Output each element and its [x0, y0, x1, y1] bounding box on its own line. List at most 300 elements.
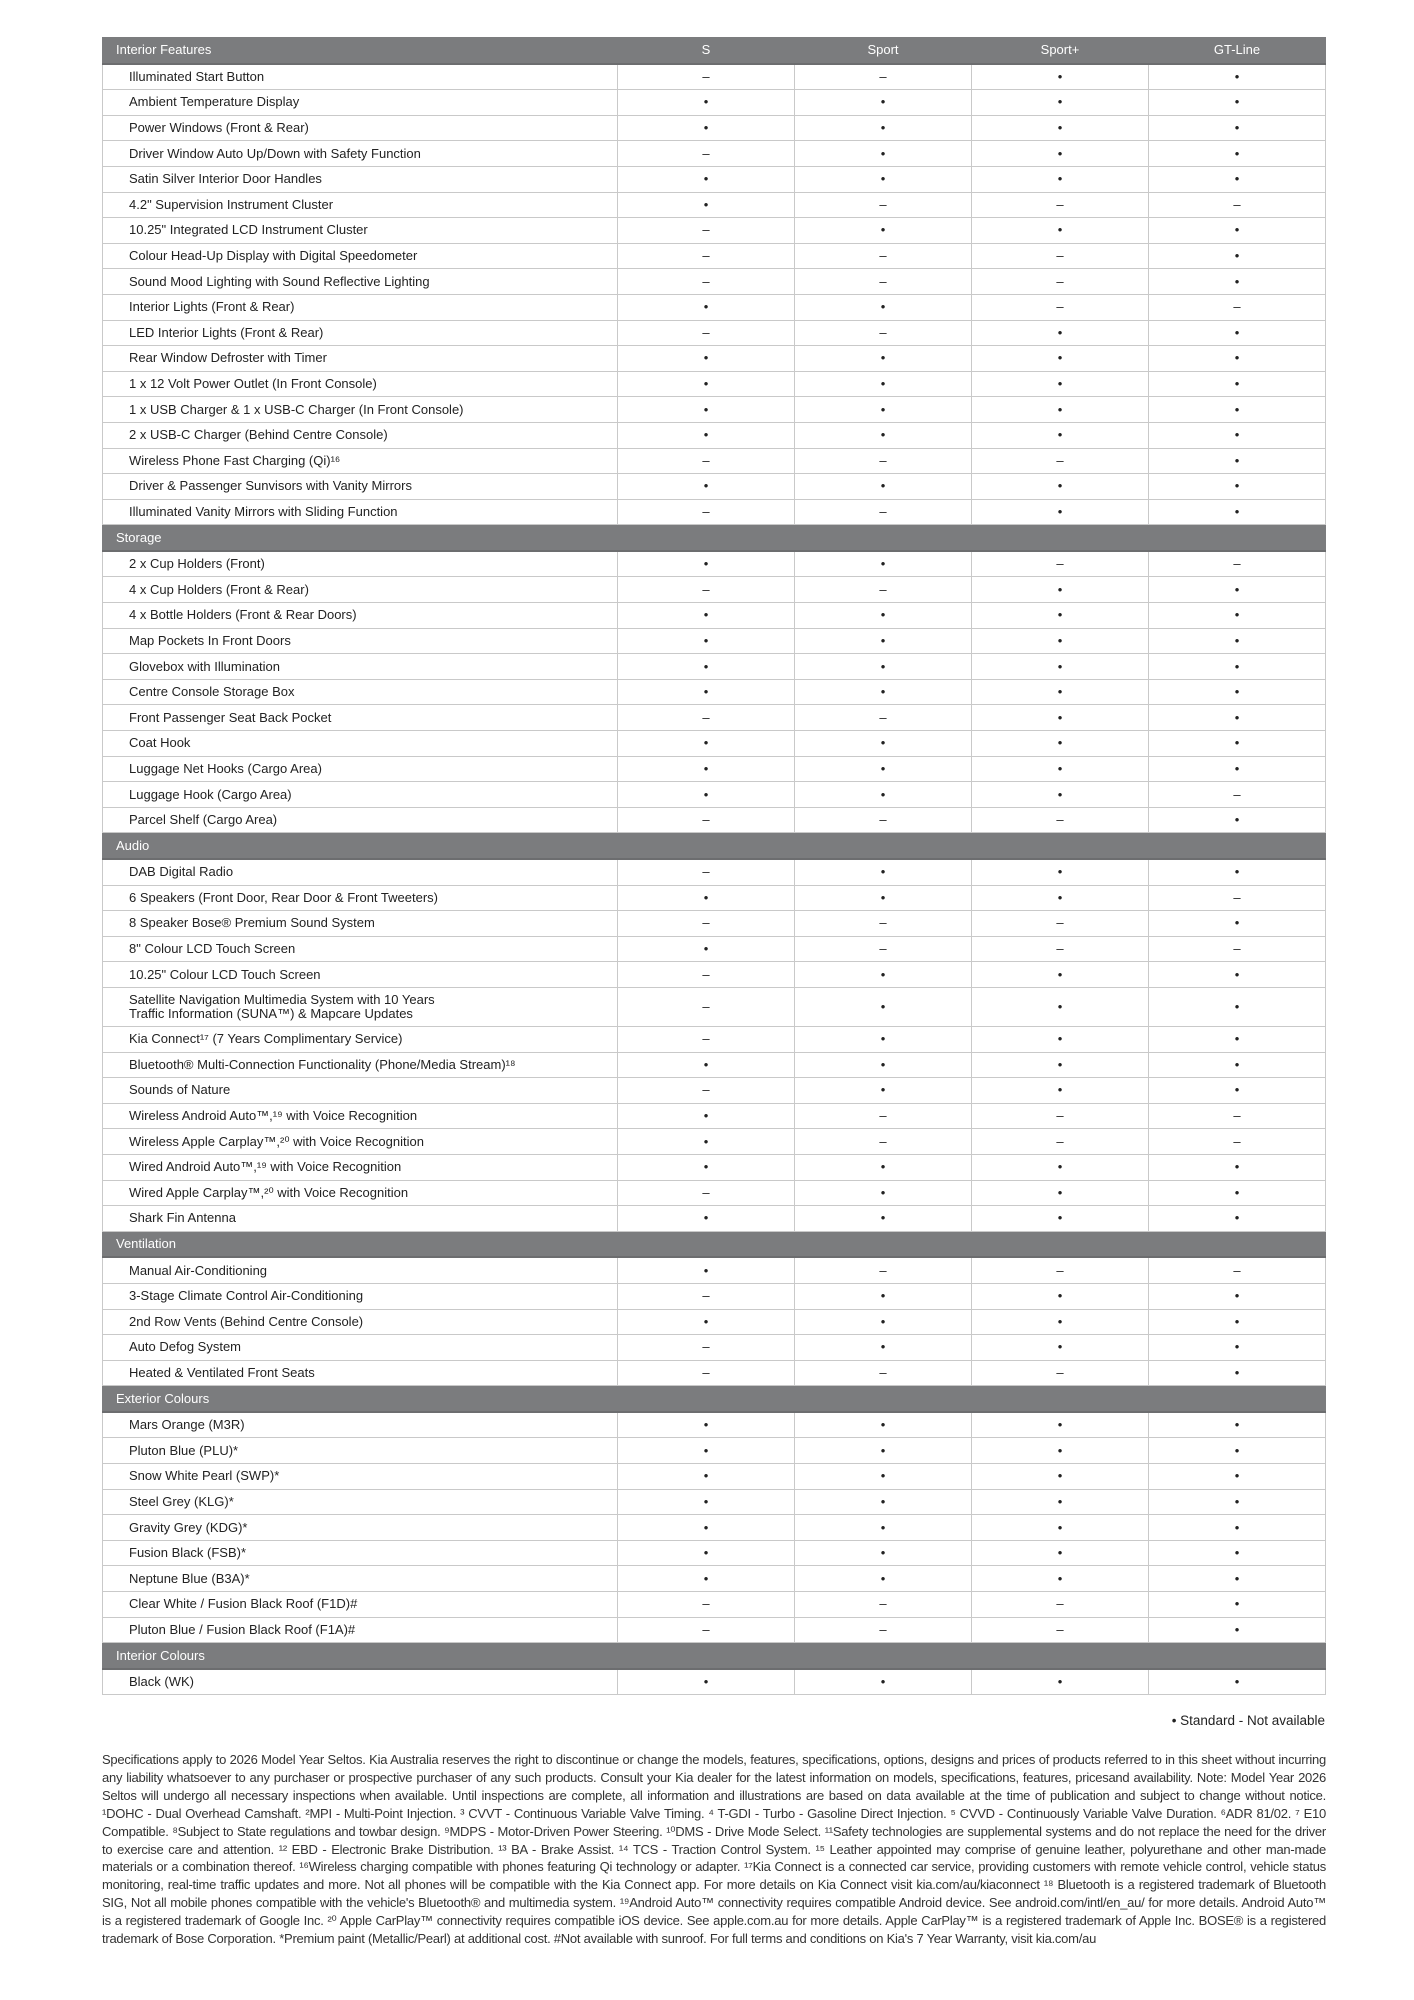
availability-cell: •: [1149, 1617, 1326, 1643]
availability-cell: •: [795, 1669, 972, 1695]
column-header: GT-Line: [1149, 38, 1326, 64]
section-title: Ventilation: [103, 1231, 618, 1257]
availability-cell: •: [1149, 90, 1326, 116]
feature-label: Manual Air-Conditioning: [103, 1257, 618, 1283]
availability-cell: •: [1149, 603, 1326, 629]
availability-cell: •: [795, 371, 972, 397]
table-row: [103, 654, 1326, 680]
availability-cell: –: [618, 1335, 795, 1361]
availability-cell: •: [1149, 1335, 1326, 1361]
feature-label: Colour Head-Up Display with Digital Speedometer: [103, 243, 618, 269]
availability-cell: –: [618, 807, 795, 833]
availability-cell: –: [795, 1103, 972, 1129]
availability-cell: •: [795, 1154, 972, 1180]
feature-label: 4.2" Supervision Instrument Cluster: [103, 192, 618, 218]
table-row: [103, 1206, 1326, 1232]
feature-label: Front Passenger Seat Back Pocket: [103, 705, 618, 731]
availability-cell: •: [972, 1180, 1149, 1206]
availability-cell: –: [795, 1257, 972, 1283]
feature-label: Wireless Apple Carplay™,²⁰ with Voice Recognition: [103, 1129, 618, 1155]
availability-cell: –: [972, 911, 1149, 937]
availability-cell: •: [972, 1515, 1149, 1541]
availability-cell: •: [795, 1489, 972, 1515]
availability-cell: •: [795, 294, 972, 320]
availability-cell: –: [972, 1129, 1149, 1155]
feature-label: Kia Connect¹⁷ (7 Years Complimentary Service): [103, 1026, 618, 1052]
availability-cell: •: [972, 499, 1149, 525]
availability-cell: •: [795, 1540, 972, 1566]
column-header: [795, 1231, 972, 1257]
availability-cell: •: [795, 1335, 972, 1361]
availability-cell: •: [795, 756, 972, 782]
table-row: [103, 987, 1326, 1026]
availability-cell: •: [972, 397, 1149, 423]
availability-cell: •: [795, 1206, 972, 1232]
availability-cell: –: [618, 1360, 795, 1386]
availability-cell: •: [972, 603, 1149, 629]
specification-table: [102, 37, 1326, 1695]
availability-cell: •: [972, 705, 1149, 731]
availability-cell: –: [795, 911, 972, 937]
availability-cell: •: [618, 90, 795, 116]
table-row: [103, 1283, 1326, 1309]
section-header-row: [103, 833, 1326, 859]
availability-cell: –: [1149, 1129, 1326, 1155]
table-row: [103, 243, 1326, 269]
feature-label: Wired Apple Carplay™,²⁰ with Voice Recognition: [103, 1180, 618, 1206]
availability-cell: –: [795, 807, 972, 833]
availability-cell: –: [618, 1078, 795, 1104]
availability-cell: •: [618, 1438, 795, 1464]
availability-cell: –: [795, 64, 972, 90]
availability-cell: •: [1149, 731, 1326, 757]
table-row: [103, 90, 1326, 116]
availability-cell: –: [795, 1360, 972, 1386]
availability-cell: •: [618, 294, 795, 320]
column-header: [1149, 833, 1326, 859]
availability-cell: •: [618, 115, 795, 141]
availability-cell: •: [618, 166, 795, 192]
column-header: [972, 1643, 1149, 1669]
availability-cell: –: [1149, 294, 1326, 320]
availability-cell: •: [1149, 1669, 1326, 1695]
availability-cell: •: [795, 679, 972, 705]
availability-cell: •: [618, 885, 795, 911]
availability-cell: •: [795, 218, 972, 244]
availability-cell: •: [618, 1464, 795, 1490]
availability-cell: •: [618, 936, 795, 962]
availability-cell: •: [618, 1103, 795, 1129]
availability-cell: –: [795, 936, 972, 962]
feature-label: 8" Colour LCD Touch Screen: [103, 936, 618, 962]
availability-cell: •: [795, 1464, 972, 1490]
availability-cell: •: [795, 1515, 972, 1541]
table-row: [103, 422, 1326, 448]
table-row: [103, 1360, 1326, 1386]
table-row: [103, 705, 1326, 731]
table-row: [103, 1515, 1326, 1541]
availability-cell: •: [795, 422, 972, 448]
table-row: [103, 1052, 1326, 1078]
table-row: [103, 1617, 1326, 1643]
feature-label: Luggage Hook (Cargo Area): [103, 782, 618, 808]
table-row: [103, 782, 1326, 808]
feature-label: Pluton Blue / Fusion Black Roof (F1A)#: [103, 1617, 618, 1643]
column-header: [972, 1386, 1149, 1412]
availability-cell: •: [1149, 115, 1326, 141]
availability-cell: •: [972, 1026, 1149, 1052]
availability-cell: –: [972, 551, 1149, 577]
availability-cell: –: [618, 448, 795, 474]
availability-cell: –: [618, 987, 795, 1026]
availability-cell: •: [1149, 371, 1326, 397]
feature-label: Mars Orange (M3R): [103, 1412, 618, 1438]
availability-cell: –: [618, 1592, 795, 1618]
feature-label: Coat Hook: [103, 731, 618, 757]
availability-cell: •: [1149, 628, 1326, 654]
availability-cell: •: [618, 782, 795, 808]
availability-cell: •: [1149, 1438, 1326, 1464]
feature-label: Power Windows (Front & Rear): [103, 115, 618, 141]
feature-label: 3-Stage Climate Control Air-Conditioning: [103, 1283, 618, 1309]
availability-cell: –: [1149, 885, 1326, 911]
table-row: [103, 1669, 1326, 1695]
availability-cell: •: [1149, 962, 1326, 988]
availability-cell: •: [1149, 577, 1326, 603]
section-title: Storage: [103, 525, 618, 551]
feature-label: 2 x USB-C Charger (Behind Centre Console): [103, 422, 618, 448]
feature-label: 4 x Bottle Holders (Front & Rear Doors): [103, 603, 618, 629]
availability-cell: •: [1149, 1078, 1326, 1104]
availability-cell: •: [972, 115, 1149, 141]
availability-cell: •: [972, 962, 1149, 988]
column-header: [1149, 525, 1326, 551]
feature-label: Driver Window Auto Up/Down with Safety Function: [103, 141, 618, 167]
table-row: [103, 1540, 1326, 1566]
availability-cell: •: [795, 603, 972, 629]
availability-cell: •: [618, 628, 795, 654]
table-row: [103, 115, 1326, 141]
table-row: [103, 397, 1326, 423]
availability-cell: •: [618, 1206, 795, 1232]
availability-cell: •: [972, 1309, 1149, 1335]
feature-label: Auto Defog System: [103, 1335, 618, 1361]
table-row: [103, 1154, 1326, 1180]
availability-cell: •: [972, 782, 1149, 808]
feature-label: LED Interior Lights (Front & Rear): [103, 320, 618, 346]
table-row: [103, 885, 1326, 911]
feature-label: 10.25" Integrated LCD Instrument Cluster: [103, 218, 618, 244]
feature-label: Sound Mood Lighting with Sound Reflective Lighting: [103, 269, 618, 295]
availability-cell: •: [795, 987, 972, 1026]
table-row: [103, 166, 1326, 192]
availability-cell: •: [1149, 346, 1326, 372]
availability-cell: –: [972, 807, 1149, 833]
column-header: [795, 525, 972, 551]
availability-cell: –: [618, 218, 795, 244]
availability-cell: –: [972, 1617, 1149, 1643]
feature-label: Gravity Grey (KDG)*: [103, 1515, 618, 1541]
feature-label: Rear Window Defroster with Timer: [103, 346, 618, 372]
availability-cell: •: [795, 782, 972, 808]
availability-cell: •: [972, 1438, 1149, 1464]
availability-cell: •: [618, 346, 795, 372]
feature-label: Black (WK): [103, 1669, 618, 1695]
availability-cell: •: [972, 218, 1149, 244]
table-row: [103, 962, 1326, 988]
feature-label: Satellite Navigation Multimedia System with 10 Years Traffic Information (SUNA™) & Mapcare Updates: [103, 987, 618, 1026]
availability-cell: •: [1149, 654, 1326, 680]
availability-cell: –: [972, 1592, 1149, 1618]
table-row: [103, 371, 1326, 397]
availability-cell: •: [972, 679, 1149, 705]
availability-cell: •: [618, 731, 795, 757]
availability-cell: •: [1149, 474, 1326, 500]
availability-cell: –: [972, 448, 1149, 474]
availability-cell: •: [972, 1566, 1149, 1592]
availability-cell: •: [618, 1412, 795, 1438]
feature-label: Pluton Blue (PLU)*: [103, 1438, 618, 1464]
availability-cell: •: [1149, 859, 1326, 885]
availability-cell: –: [618, 577, 795, 603]
availability-cell: •: [618, 422, 795, 448]
availability-cell: •: [618, 1052, 795, 1078]
table-row: [103, 731, 1326, 757]
column-header: [795, 833, 972, 859]
table-row: [103, 911, 1326, 937]
section-header-row: [103, 1643, 1326, 1669]
availability-cell: –: [972, 269, 1149, 295]
feature-label: Clear White / Fusion Black Roof (F1D)#: [103, 1592, 618, 1618]
feature-label: 2nd Row Vents (Behind Centre Console): [103, 1309, 618, 1335]
column-header: S: [618, 38, 795, 64]
availability-cell: –: [1149, 192, 1326, 218]
table-row: [103, 269, 1326, 295]
availability-cell: •: [795, 1052, 972, 1078]
availability-cell: •: [972, 1154, 1149, 1180]
availability-cell: •: [618, 397, 795, 423]
availability-cell: –: [1149, 551, 1326, 577]
availability-cell: –: [972, 1257, 1149, 1283]
column-header: [972, 1231, 1149, 1257]
legend: • Standard - Not available: [1171, 1713, 1325, 1728]
availability-cell: •: [1149, 1489, 1326, 1515]
availability-cell: •: [1149, 269, 1326, 295]
table-row: [103, 1489, 1326, 1515]
availability-cell: •: [618, 1129, 795, 1155]
table-row: [103, 64, 1326, 90]
table-row: [103, 1412, 1326, 1438]
table-row: [103, 936, 1326, 962]
table-row: [103, 756, 1326, 782]
availability-cell: •: [1149, 705, 1326, 731]
feature-label: Map Pockets In Front Doors: [103, 628, 618, 654]
availability-cell: •: [972, 577, 1149, 603]
availability-cell: •: [618, 756, 795, 782]
availability-cell: –: [795, 192, 972, 218]
availability-cell: –: [972, 1103, 1149, 1129]
table-row: [103, 1129, 1326, 1155]
availability-cell: –: [1149, 1103, 1326, 1129]
availability-cell: •: [1149, 499, 1326, 525]
availability-cell: •: [972, 64, 1149, 90]
availability-cell: •: [618, 1540, 795, 1566]
table-row: [103, 1592, 1326, 1618]
availability-cell: –: [618, 499, 795, 525]
availability-cell: •: [972, 141, 1149, 167]
feature-label: 10.25" Colour LCD Touch Screen: [103, 962, 618, 988]
availability-cell: –: [795, 448, 972, 474]
table-row: [103, 474, 1326, 500]
availability-cell: •: [618, 1154, 795, 1180]
feature-label: Wireless Phone Fast Charging (Qi)¹⁶: [103, 448, 618, 474]
availability-cell: –: [795, 499, 972, 525]
availability-cell: •: [795, 859, 972, 885]
section-title: Exterior Colours: [103, 1386, 618, 1412]
availability-cell: •: [795, 731, 972, 757]
availability-cell: •: [1149, 1515, 1326, 1541]
availability-cell: •: [1149, 756, 1326, 782]
availability-cell: –: [795, 1129, 972, 1155]
availability-cell: •: [972, 320, 1149, 346]
section-header-row: [103, 1231, 1326, 1257]
table-row: [103, 141, 1326, 167]
feature-label: Parcel Shelf (Cargo Area): [103, 807, 618, 833]
availability-cell: •: [972, 1540, 1149, 1566]
table-row: [103, 1078, 1326, 1104]
section-header-row: [103, 525, 1326, 551]
availability-cell: •: [1149, 1052, 1326, 1078]
table-row: [103, 320, 1326, 346]
availability-cell: –: [972, 192, 1149, 218]
feature-label: Ambient Temperature Display: [103, 90, 618, 116]
feature-label: 6 Speakers (Front Door, Rear Door & Front Tweeters): [103, 885, 618, 911]
availability-cell: •: [795, 90, 972, 116]
availability-cell: •: [795, 1283, 972, 1309]
availability-cell: –: [1149, 1257, 1326, 1283]
availability-cell: •: [1149, 1309, 1326, 1335]
column-header: [972, 525, 1149, 551]
availability-cell: •: [1149, 1206, 1326, 1232]
feature-label: Sounds of Nature: [103, 1078, 618, 1104]
availability-cell: •: [972, 1283, 1149, 1309]
availability-cell: •: [972, 90, 1149, 116]
feature-label: Heated & Ventilated Front Seats: [103, 1360, 618, 1386]
table-row: [103, 1438, 1326, 1464]
availability-cell: •: [1149, 987, 1326, 1026]
availability-cell: –: [618, 1026, 795, 1052]
availability-cell: •: [1149, 1566, 1326, 1592]
availability-cell: •: [1149, 1180, 1326, 1206]
availability-cell: •: [1149, 807, 1326, 833]
availability-cell: •: [795, 141, 972, 167]
availability-cell: •: [972, 346, 1149, 372]
availability-cell: •: [1149, 166, 1326, 192]
table-row: [103, 807, 1326, 833]
availability-cell: •: [795, 1078, 972, 1104]
column-header: [795, 1386, 972, 1412]
availability-cell: •: [795, 1026, 972, 1052]
availability-cell: –: [795, 577, 972, 603]
table-row: [103, 1026, 1326, 1052]
availability-cell: •: [972, 654, 1149, 680]
availability-cell: –: [972, 1360, 1149, 1386]
availability-cell: •: [972, 1052, 1149, 1078]
feature-label: 4 x Cup Holders (Front & Rear): [103, 577, 618, 603]
availability-cell: •: [795, 474, 972, 500]
availability-cell: –: [618, 320, 795, 346]
feature-label: Steel Grey (KLG)*: [103, 1489, 618, 1515]
availability-cell: •: [795, 885, 972, 911]
availability-cell: •: [1149, 1540, 1326, 1566]
table-row: [103, 859, 1326, 885]
table-row: [103, 294, 1326, 320]
availability-cell: •: [618, 474, 795, 500]
column-header: Sport+: [972, 38, 1149, 64]
availability-cell: •: [618, 679, 795, 705]
availability-cell: –: [618, 269, 795, 295]
availability-cell: –: [618, 1180, 795, 1206]
availability-cell: –: [618, 1283, 795, 1309]
availability-cell: •: [1149, 911, 1326, 937]
column-header: [1149, 1643, 1326, 1669]
availability-cell: –: [795, 269, 972, 295]
availability-cell: •: [972, 1412, 1149, 1438]
availability-cell: •: [618, 192, 795, 218]
feature-label: Wired Android Auto™,¹⁹ with Voice Recognition: [103, 1154, 618, 1180]
availability-cell: •: [795, 1412, 972, 1438]
availability-cell: –: [972, 294, 1149, 320]
availability-cell: •: [795, 654, 972, 680]
feature-label: Fusion Black (FSB)*: [103, 1540, 618, 1566]
availability-cell: •: [972, 859, 1149, 885]
availability-cell: •: [618, 1566, 795, 1592]
availability-cell: –: [1149, 936, 1326, 962]
section-title: Interior Colours: [103, 1643, 618, 1669]
availability-cell: •: [618, 1309, 795, 1335]
table-row: [103, 1180, 1326, 1206]
column-header: [795, 1643, 972, 1669]
availability-cell: –: [618, 705, 795, 731]
feature-label: 1 x USB Charger & 1 x USB-C Charger (In Front Console): [103, 397, 618, 423]
availability-cell: •: [795, 346, 972, 372]
table-row: [103, 551, 1326, 577]
table-row: [103, 346, 1326, 372]
feature-label: Wireless Android Auto™,¹⁹ with Voice Recognition: [103, 1103, 618, 1129]
feature-label: 2 x Cup Holders (Front): [103, 551, 618, 577]
availability-cell: •: [972, 756, 1149, 782]
column-header: Sport: [795, 38, 972, 64]
feature-label: Shark Fin Antenna: [103, 1206, 618, 1232]
availability-cell: •: [1149, 1154, 1326, 1180]
feature-label: Luggage Net Hooks (Cargo Area): [103, 756, 618, 782]
availability-cell: •: [972, 885, 1149, 911]
availability-cell: •: [972, 1489, 1149, 1515]
feature-label: Interior Lights (Front & Rear): [103, 294, 618, 320]
availability-cell: –: [972, 936, 1149, 962]
availability-cell: •: [795, 1438, 972, 1464]
column-header: [618, 1231, 795, 1257]
feature-label: Bluetooth® Multi-Connection Functionality (Phone/Media Stream)¹⁸: [103, 1052, 618, 1078]
feature-label: Neptune Blue (B3A)*: [103, 1566, 618, 1592]
availability-cell: –: [618, 859, 795, 885]
table-row: [103, 1309, 1326, 1335]
table-row: [103, 603, 1326, 629]
availability-cell: •: [1149, 64, 1326, 90]
availability-cell: –: [618, 243, 795, 269]
availability-cell: •: [972, 1669, 1149, 1695]
availability-cell: •: [795, 115, 972, 141]
